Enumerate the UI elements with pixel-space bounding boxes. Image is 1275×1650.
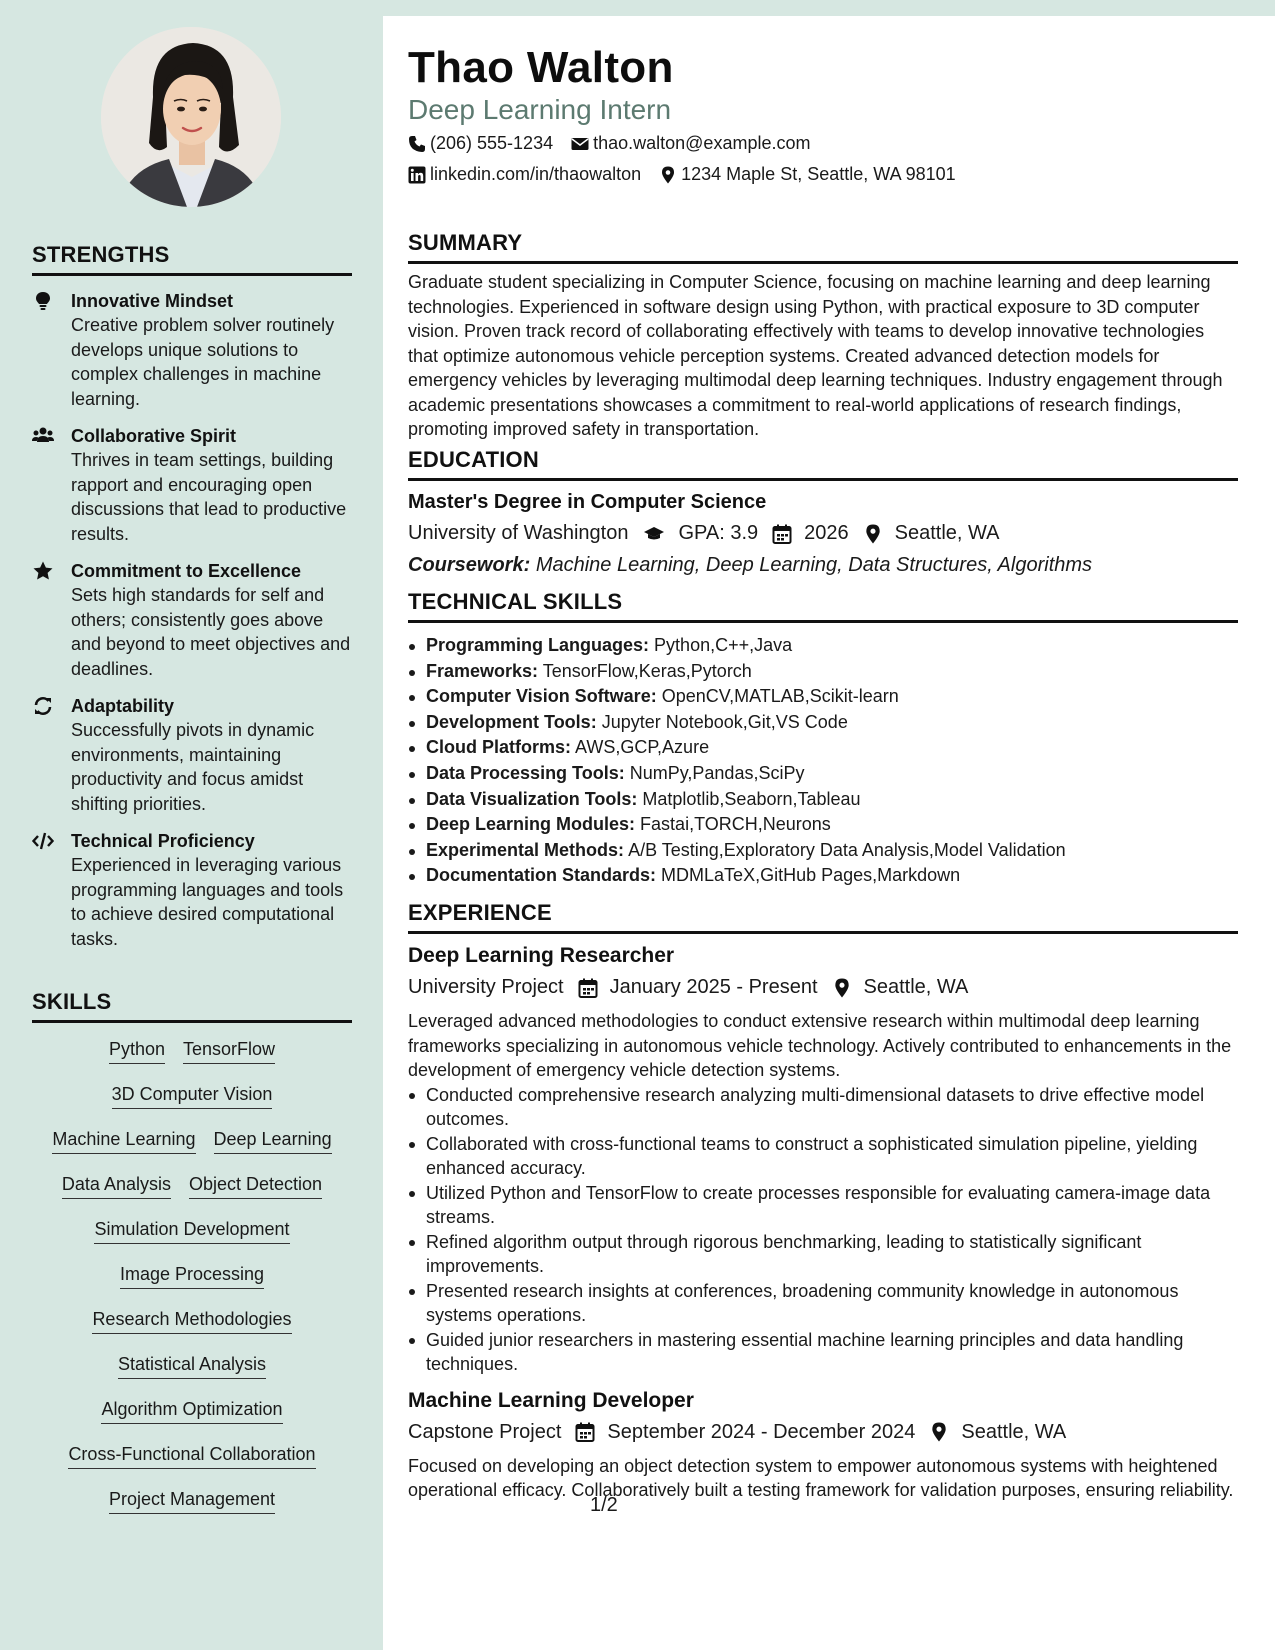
technical-skill-item — [408, 761, 1238, 787]
job-dates: January 2025 - Present — [609, 976, 818, 998]
profile-photo-illustration — [101, 27, 281, 207]
technical-skill-item — [408, 863, 1238, 889]
strength-description: Creative problem solver routinely develops unique solutions to complex challenges in machine learning. — [71, 315, 335, 409]
skill-tag: Algorithm Optimization — [101, 1397, 282, 1424]
technical-skills-list — [408, 633, 1238, 889]
job-meta — [408, 1421, 1238, 1444]
job-organization: University Project — [408, 976, 564, 998]
strength-title: Adaptability — [71, 696, 175, 716]
skill-values: Python,C++,Java — [654, 635, 793, 655]
address-text: 1234 Maple St, Seattle, WA 98101 — [681, 164, 956, 184]
coursework-label: Coursework: — [408, 554, 531, 576]
job-bullets — [408, 1083, 1238, 1377]
skill-tag: Simulation Development — [94, 1217, 289, 1244]
job-entry — [408, 1389, 1238, 1503]
job-bullet: Collaborated with cross-functional teams to construct a sophisticated simulation pipeline, yielding enhanced accuracy. — [408, 1132, 1238, 1181]
candidate-role: Deep Learning Intern — [408, 94, 672, 125]
email-contact[interactable] — [571, 133, 810, 154]
job-bullet: Guided junior researchers in mastering essential machine learning principles and data handling techniques. — [408, 1328, 1238, 1377]
degree-title: Master's Degree in Computer Science — [408, 491, 767, 513]
technical-skills-heading: TECHNICAL SKILLS — [408, 589, 1238, 623]
code-icon — [32, 829, 71, 951]
skills-heading: SKILLS — [32, 989, 352, 1023]
lightbulb-icon — [32, 289, 71, 411]
skill-tag: Image Processing — [120, 1262, 264, 1289]
job-bullet: Refined algorithm output through rigorous benchmarking, leading to statistically significant improvements. — [408, 1230, 1238, 1279]
job-organization: Capstone Project — [408, 1420, 562, 1443]
strength-description: Successfully pivots in dynamic environments, maintaining productivity and focus amidst shifting priorities. — [71, 720, 315, 814]
skill-category: Experimental Methods: — [426, 839, 625, 860]
strength-description: Thrives in team settings, building rapport and encouraging open discussions that lead to productive results. — [71, 450, 347, 544]
skill-values: AWS,GCP,Azure — [575, 737, 710, 758]
calendar-icon — [772, 524, 792, 544]
calendar-icon — [578, 978, 598, 998]
graduation-cap-icon — [642, 524, 666, 544]
education-heading: EDUCATION — [408, 447, 1238, 481]
skill-values: MDMLaTeX,GitHub Pages,Markdown — [661, 865, 961, 886]
education-section — [408, 447, 1238, 577]
skill-tag: Python — [109, 1037, 165, 1064]
technical-skill-item — [408, 659, 1238, 685]
skill-tag: Machine Learning — [52, 1127, 195, 1154]
strength-item — [32, 829, 352, 951]
skill-tag: TensorFlow — [183, 1037, 275, 1064]
skill-category: Cloud Platforms: — [426, 737, 572, 758]
technical-skill-item — [408, 710, 1238, 736]
location-pin-icon — [659, 166, 677, 184]
strength-description: Sets high standards for self and others; consistently goes above and beyond to meet objectives and deadlines. — [71, 585, 351, 679]
school-name: University of Washington — [408, 522, 629, 544]
skill-values: Matplotlib,Seaborn,Tableau — [642, 788, 861, 809]
page-number: 1/2 — [590, 1494, 618, 1516]
job-bullet: Conducted comprehensive research analyzing multi-dimensional datasets to drive effective model outcomes. — [408, 1083, 1238, 1132]
linkedin-link[interactable]: linkedin.com/in/thaowalton — [430, 164, 642, 184]
job-entry — [408, 944, 1238, 1377]
strength-item — [32, 424, 352, 546]
phone-text: (206) 555-1234 — [430, 133, 554, 153]
skill-values: A/B Testing,Exploratory Data Analysis,Model Validation — [628, 839, 1066, 860]
skill-category: Data Visualization Tools: — [426, 788, 638, 809]
year-item — [772, 522, 849, 545]
technical-skill-item — [408, 838, 1238, 864]
experience-section — [408, 900, 1238, 1503]
skill-category: Deep Learning Modules: — [426, 814, 636, 835]
job-location-item — [832, 976, 969, 999]
skill-values: Fastai,TORCH,Neurons — [640, 814, 831, 835]
skill-tag: Deep Learning — [214, 1127, 332, 1154]
technical-skill-item — [408, 735, 1238, 761]
strength-description: Experienced in leveraging various programming languages and tools to achieve desired computational tasks. — [71, 855, 344, 949]
job-bullet: Presented research insights at conferences, broadening community knowledge in autonomous systems operations. — [408, 1279, 1238, 1328]
skill-tag: Object Detection — [189, 1172, 322, 1199]
summary-section — [408, 230, 1238, 442]
star-icon — [32, 559, 71, 681]
skill-tag-list — [32, 1037, 352, 1532]
strength-title: Technical Proficiency — [71, 831, 255, 851]
job-location: Seattle, WA — [863, 976, 969, 998]
skill-category: Documentation Standards: — [426, 865, 657, 886]
experience-heading: EXPERIENCE — [408, 900, 1238, 934]
skill-tag: Research Methodologies — [92, 1307, 291, 1334]
location-pin-icon — [929, 1422, 949, 1442]
strengths-heading: STRENGTHS — [32, 242, 352, 276]
location-pin-icon — [832, 978, 852, 998]
job-dates: September 2024 - December 2024 — [607, 1420, 916, 1443]
skill-values: TensorFlow,Keras,Pytorch — [542, 660, 752, 681]
technical-skill-item — [408, 633, 1238, 659]
skill-category: Data Processing Tools: — [426, 762, 625, 783]
coursework-line — [408, 554, 1238, 577]
job-meta — [408, 976, 1238, 999]
strengths-section — [32, 242, 352, 951]
job-description: Focused on developing an object detection system to empower autonomous systems with heightened operational efficacy. Collaboratively built a testing framework for validation purposes, ensuring reliability. — [408, 1455, 1234, 1500]
skill-category: Computer Vision Software: — [426, 686, 657, 707]
contact-row — [408, 164, 974, 185]
linkedin-contact[interactable] — [408, 164, 641, 185]
skill-category: Frameworks: — [426, 660, 539, 681]
job-title: Machine Learning Developer — [408, 1388, 694, 1412]
address-contact — [659, 164, 956, 185]
job-description: Leveraged advanced methodologies to conduct extensive research within multimodal deep learning frameworks specializing in autonomous vehicle technology. Actively contributed to enhancements in the development of emergency vehicle detection systems. — [408, 1011, 1232, 1080]
envelope-icon — [571, 135, 589, 153]
email-link[interactable]: thao.walton@example.com — [593, 133, 811, 153]
skill-tag: Statistical Analysis — [118, 1352, 266, 1379]
contact-row — [408, 133, 828, 154]
job-bullet: Utilized Python and TensorFlow to create processes responsible for evaluating camera-image data streams. — [408, 1181, 1238, 1230]
job-dates-item — [575, 1421, 915, 1444]
linkedin-icon — [408, 166, 426, 184]
skill-values: OpenCV,MATLAB,Scikit-learn — [661, 686, 899, 707]
job-location: Seattle, WA — [961, 1420, 1067, 1443]
technical-skills-section — [408, 589, 1238, 889]
gpa-item — [642, 522, 758, 545]
calendar-icon — [575, 1422, 595, 1442]
graduation-year: 2026 — [804, 522, 849, 544]
skill-category: Development Tools: — [426, 711, 597, 732]
phone-contact — [408, 133, 553, 154]
location-text: Seattle, WA — [894, 522, 1000, 544]
strength-title: Collaborative Spirit — [71, 426, 237, 446]
users-icon — [32, 424, 71, 546]
job-title: Deep Learning Researcher — [408, 944, 675, 967]
job-dates-item — [578, 976, 818, 999]
sync-icon — [32, 694, 71, 816]
strength-item — [32, 694, 352, 816]
profile-photo — [101, 27, 281, 207]
education-meta — [408, 522, 1238, 545]
coursework-list: Machine Learning, Deep Learning, Data Structures, Algorithms — [535, 554, 1093, 576]
skills-section — [32, 989, 352, 1532]
technical-skill-item — [408, 684, 1238, 710]
candidate-name: Thao Walton — [408, 43, 674, 92]
skill-tag: Data Analysis — [62, 1172, 171, 1199]
summary-heading: SUMMARY — [408, 230, 1238, 264]
location-pin-icon — [863, 524, 883, 544]
strength-item — [32, 289, 352, 411]
skill-values: Jupyter Notebook,Git,VS Code — [601, 711, 848, 732]
summary-text: Graduate student specializing in Computer Science, focusing on machine learning and deep learning technologies. Experienced in software design using Python, with practical exposure to 3D computer vision. Proven track record of collaborating effectively with teams to develop innovative technologies that optimize autonomous vehicle perception systems. Created advanced detection models for emergency vehicles by leveraging multimodal deep learning techniques. Industry engagement through academic presentations showcases a commitment to real-world applications of research findings, promoting improved safety in transportation. — [408, 272, 1223, 439]
gpa-text: GPA: 3.9 — [678, 522, 759, 544]
skill-tag: Cross-Functional Collaboration — [68, 1442, 315, 1469]
technical-skill-item — [408, 787, 1238, 813]
strength-title: Commitment to Excellence — [71, 561, 302, 581]
skill-values: NumPy,Pandas,SciPy — [629, 762, 805, 783]
phone-icon — [408, 135, 426, 153]
education-location — [863, 522, 1000, 545]
skill-tag: 3D Computer Vision — [112, 1082, 273, 1109]
main-content — [383, 16, 1275, 1650]
job-location-item — [929, 1421, 1066, 1444]
skill-tag: Project Management — [109, 1487, 275, 1514]
strength-title: Innovative Mindset — [71, 291, 234, 311]
sidebar — [0, 0, 383, 1650]
skill-category: Programming Languages: — [426, 635, 650, 655]
strength-item — [32, 559, 352, 681]
technical-skill-item — [408, 812, 1238, 838]
